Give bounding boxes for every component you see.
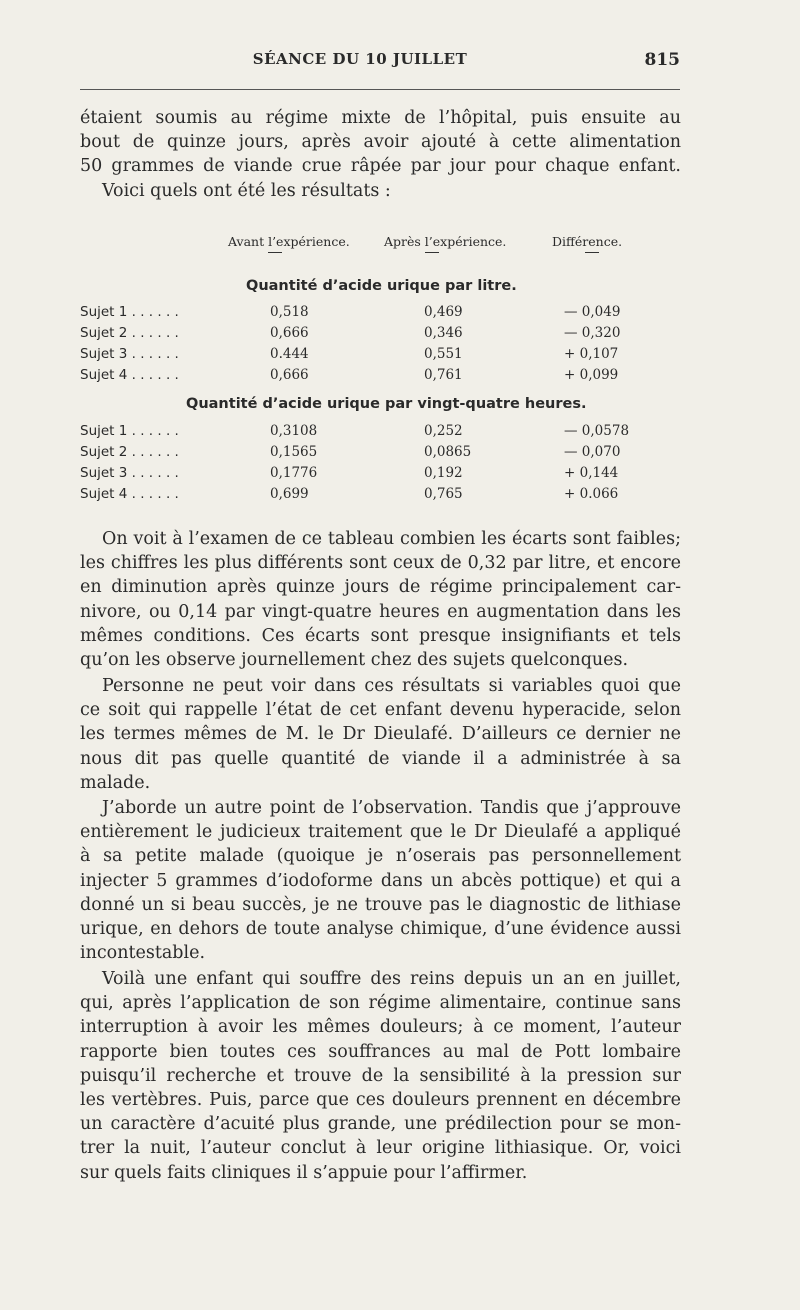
- uric-acid-table: [80, 230, 680, 510]
- text-line: les termes mêmes de M. le Dr Dieulafé. D’ailleurs ce dernier ne: [80, 724, 681, 745]
- value-avant: 0,1565: [270, 444, 318, 460]
- value-difference: — 0,049: [564, 304, 621, 320]
- text-line: ce soit qui rappelle l’état de cet enfant devenu hyperacide, selon: [80, 700, 681, 721]
- row-label: Sujet 2 . . . . . .: [80, 444, 179, 460]
- text-line: étaient soumis au régime mixte de l’hôpital, puis ensuite au: [80, 108, 681, 128]
- text-line: 50 grammes de viande crue râpée par jour pour chaque enfant.: [80, 156, 681, 177]
- paragraph-4: [80, 967, 681, 1185]
- value-apres: 0,346: [424, 325, 463, 341]
- text-line: qu’on les observe journellement chez des sujets quelconques.: [80, 650, 629, 671]
- table-row: [80, 325, 680, 345]
- value-avant: 0.444: [270, 346, 309, 362]
- value-difference: — 0,320: [564, 325, 621, 341]
- value-apres: 0,765: [424, 486, 463, 502]
- text-line: en diminution après quinze jours de régime principalement car-: [80, 577, 681, 598]
- row-label: Sujet 4 . . . . . .: [80, 367, 179, 383]
- text-line: sur quels faits cliniques il s’appuie pour l’affirmer.: [80, 1162, 528, 1183]
- table-row: [80, 465, 680, 485]
- row-label: Sujet 1 . . . . . .: [80, 304, 179, 320]
- value-difference: — 0,0578: [564, 423, 630, 439]
- text-line: urique, en dehors de toute analyse chimique, d’une évidence aussi: [80, 919, 681, 940]
- text-line: Voilà une enfant qui souffre des reins depuis un an en juillet,: [102, 969, 681, 989]
- table-row: [80, 486, 680, 506]
- value-apres: 0,192: [424, 465, 463, 481]
- text-line: trer la nuit, l’auteur conclut à leur origine lithiasique. Or, voici: [80, 1138, 681, 1159]
- section-title-par-litre: Quantité d’acide urique par litre.: [246, 278, 517, 294]
- value-apres: 0,469: [424, 304, 463, 320]
- table-row: [80, 304, 680, 324]
- text-line: puisqu’il recherche et trouve de la sensibilité à la pression sur: [80, 1065, 681, 1086]
- column-dash: [585, 252, 599, 253]
- header-rule: [80, 89, 680, 90]
- text-line: Personne ne peut voir dans ces résultats si variables quoi que: [102, 676, 681, 696]
- row-label: Sujet 3 . . . . . .: [80, 346, 179, 362]
- text-line: interruption à avoir les mêmes douleurs; à ce moment, l’auteur: [80, 1017, 681, 1038]
- value-avant: 0,1776: [270, 465, 318, 481]
- value-avant: 0,518: [270, 304, 309, 320]
- value-difference: + 0.066: [564, 486, 619, 502]
- value-avant: 0,666: [270, 325, 309, 341]
- text-line: un caractère d’acuité plus grande, une prédilection pour se mon-: [80, 1114, 681, 1135]
- text-line: malade.: [80, 772, 151, 793]
- text-line: entièrement le judicieux traitement que le Dr Dieulafé a appliqué: [80, 822, 681, 843]
- value-difference: + 0,144: [564, 465, 619, 481]
- value-apres: 0,761: [424, 367, 463, 383]
- row-label: Sujet 1 . . . . . .: [80, 423, 179, 439]
- text-line: les chiffres les plus différents sont ceux de 0,32 par litre, et encore: [80, 553, 681, 574]
- text-line: nous dit pas quelle quantité de viande il a administrée à sa: [80, 748, 681, 769]
- table-row: [80, 346, 680, 366]
- text-line: qui, après l’application de son régime alimentaire, continue sans: [80, 993, 681, 1014]
- column-header-difference: Différence.: [552, 234, 623, 249]
- running-title: SÉANCE DU 10 JUILLET: [252, 50, 468, 68]
- value-difference: + 0,099: [564, 367, 619, 383]
- value-apres: 0,252: [424, 423, 463, 439]
- text-line: rapporte bien toutes ces souffrances au mal de Pott lombaire: [80, 1041, 681, 1062]
- value-apres: 0,551: [424, 346, 463, 362]
- row-label: Sujet 2 . . . . . .: [80, 325, 179, 341]
- value-apres: 0,0865: [424, 444, 472, 460]
- text-line: donné un si beau succès, je ne trouve pas le diagnostic de lithiase: [80, 894, 681, 915]
- value-difference: — 0,070: [564, 444, 621, 460]
- table-row: [80, 423, 680, 443]
- value-avant: 0,3108: [270, 423, 318, 439]
- column-header-apres: Après l’expérience.: [384, 234, 507, 249]
- text-line: incontestable.: [80, 943, 206, 964]
- text-line: les vertèbres. Puis, parce que ces douleurs prennent en décembre: [80, 1090, 681, 1111]
- table-row: [80, 444, 680, 464]
- running-head: [80, 50, 680, 74]
- value-avant: 0,666: [270, 367, 309, 383]
- table-row: [80, 367, 680, 387]
- text-line: à sa petite malade (quoique je n’oserais pas personnellement: [80, 846, 681, 867]
- value-avant: 0,699: [270, 486, 309, 502]
- row-label: Sujet 4 . . . . . .: [80, 486, 179, 502]
- value-difference: + 0,107: [564, 346, 619, 362]
- text-line: injecter 5 grammes d’iodoforme dans un abcès pottique) et qui a: [80, 870, 681, 891]
- text-line: On voit à l’examen de ce tableau combien les écarts sont faibles;: [102, 529, 681, 549]
- page-number: 815: [644, 50, 680, 70]
- section-title-par-24h: Quantité d’acide urique par vingt-quatre heures.: [186, 396, 587, 412]
- paragraph-3: [80, 796, 681, 965]
- intro-paragraph: [80, 106, 681, 203]
- paragraph-2: [80, 674, 681, 795]
- column-header-avant: Avant l’expérience.: [228, 234, 350, 249]
- text-line: bout de quinze jours, après avoir ajouté à cette alimentation: [80, 132, 681, 153]
- column-dash: [425, 252, 439, 253]
- text-line: J’aborde un autre point de l’observation. Tandis que j’approuve: [102, 798, 681, 818]
- text-line: mêmes conditions. Ces écarts sont presque insignifiants et tels: [80, 625, 681, 646]
- paragraph-1: [80, 527, 681, 672]
- row-label: Sujet 3 . . . . . .: [80, 465, 179, 481]
- column-dash: [268, 252, 282, 253]
- text-line: Voici quels ont été les résultats :: [102, 180, 391, 201]
- text-line: nivore, ou 0,14 par vingt-quatre heures en augmentation dans les: [80, 601, 681, 622]
